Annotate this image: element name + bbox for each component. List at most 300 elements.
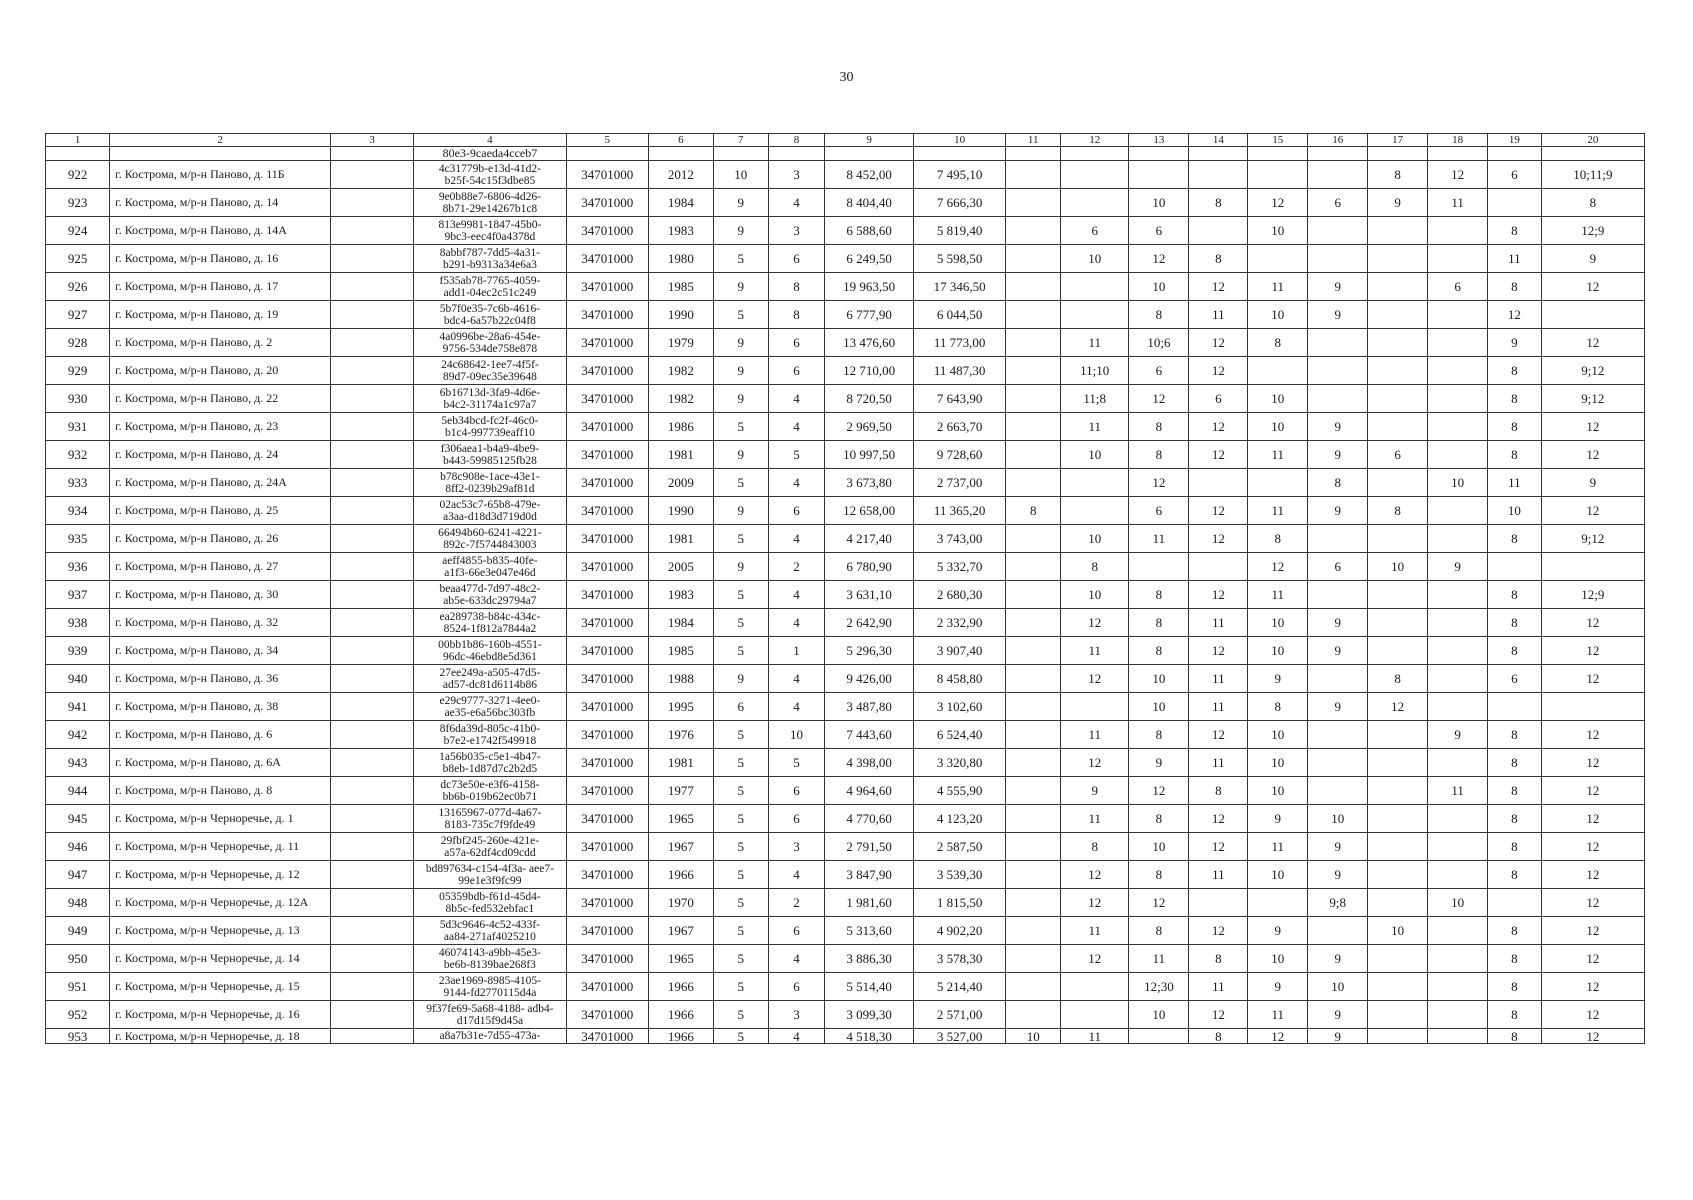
col-13-cell: 10 [1129, 833, 1189, 861]
col-14-cell: 11 [1189, 973, 1248, 1001]
table-row [46, 721, 1645, 749]
row-number: 924 [46, 217, 110, 245]
row-number: 951 [46, 973, 110, 1001]
guid-cell [414, 301, 567, 329]
col-17-cell: 12 [1368, 693, 1428, 721]
col-17-cell [1368, 805, 1428, 833]
col-14-cell: 11 [1189, 609, 1248, 637]
col-20-cell: 8 [1541, 189, 1644, 217]
col-14-cell: 8 [1189, 777, 1248, 805]
col-17-cell [1368, 1001, 1428, 1029]
col-16-cell: 9 [1308, 861, 1368, 889]
total-area-cell: 9 426,00 [825, 665, 913, 693]
guid-part-1: 02ac53c7-65b8-479e- [439, 498, 541, 511]
address-cell: г. Кострома, м/р-н Паново, д. 34 [110, 637, 331, 665]
living-area-cell: 7 495,10 [913, 161, 1006, 189]
address-cell: г. Кострома, м/р-н Черноречье, д. 13 [110, 917, 331, 945]
row-number: 935 [46, 525, 110, 553]
col-12-cell: 10 [1061, 525, 1129, 553]
col-8-cell: 2 [768, 889, 825, 917]
total-area-cell: 4 217,40 [825, 525, 913, 553]
col-18-cell [1428, 973, 1488, 1001]
empty-cell [331, 973, 414, 1001]
col-15-cell [1248, 889, 1308, 917]
living-area-cell: 5 598,50 [913, 245, 1006, 273]
col-12-cell: 10 [1061, 581, 1129, 609]
col-8-cell: 4 [768, 665, 825, 693]
col-20-cell: 12 [1541, 1029, 1644, 1044]
col-8-cell: 4 [768, 525, 825, 553]
col-12-cell: 12 [1061, 945, 1129, 973]
col-11-cell [1006, 721, 1061, 749]
col-11-cell [1006, 301, 1061, 329]
col-7-cell: 5 [713, 1001, 768, 1029]
col-7-cell: 5 [713, 861, 768, 889]
living-area-cell: 2 680,30 [913, 581, 1006, 609]
col-12-cell: 8 [1061, 553, 1129, 581]
oktmo-cell: 34701000 [566, 1001, 648, 1029]
col-18-cell [1428, 637, 1488, 665]
guid-part-2: b8eb-1d87d7c2b2d5 [442, 762, 538, 775]
col-15-cell: 10 [1248, 721, 1308, 749]
col-12-cell [1061, 693, 1129, 721]
col-11-cell [1006, 749, 1061, 777]
col-7-cell: 5 [713, 917, 768, 945]
year-cell: 1981 [648, 441, 713, 469]
year-cell: 1979 [648, 329, 713, 357]
col-7-cell: 5 [713, 1029, 768, 1044]
col-7-cell: 9 [713, 273, 768, 301]
empty-cell [331, 469, 414, 497]
col-14-cell: 12 [1189, 833, 1248, 861]
table-row [46, 357, 1645, 385]
col-19-cell: 10 [1488, 497, 1542, 525]
row-number: 949 [46, 917, 110, 945]
address-cell: г. Кострома, м/р-н Паново, д. 8 [110, 777, 331, 805]
col-13-cell: 11 [1129, 525, 1189, 553]
col-16-cell [1308, 525, 1368, 553]
col-8-cell: 5 [768, 441, 825, 469]
col-19-cell: 8 [1488, 525, 1542, 553]
col-19-cell: 8 [1488, 777, 1542, 805]
col-18-cell [1428, 441, 1488, 469]
guid-part-1: dc73e50e-e3f6-4158- [440, 778, 540, 791]
col-19-cell: 8 [1488, 945, 1542, 973]
guid-part-1: 66494b60-6241-4221- [438, 526, 542, 539]
empty-cell [331, 525, 414, 553]
table-row [46, 1029, 1645, 1044]
col-16-cell: 9 [1308, 497, 1368, 525]
col-17-cell [1368, 945, 1428, 973]
col-12-cell: 12 [1061, 665, 1129, 693]
col-17-cell: 10 [1368, 917, 1428, 945]
empty-cell [1248, 147, 1308, 161]
guid-part-1: 29fbf245-260e-421e- [440, 834, 540, 847]
living-area-cell: 3 578,30 [913, 945, 1006, 973]
col-17-cell: 10 [1368, 553, 1428, 581]
living-area-cell: 4 555,90 [913, 777, 1006, 805]
col-20-cell: 12 [1541, 805, 1644, 833]
col-18-cell: 10 [1428, 469, 1488, 497]
col-19-cell: 8 [1488, 441, 1542, 469]
empty-cell [331, 189, 414, 217]
empty-cell [331, 609, 414, 637]
row-number: 938 [46, 609, 110, 637]
col-14-cell: 12 [1189, 273, 1248, 301]
col-17-cell [1368, 1029, 1428, 1044]
col-13-cell: 12 [1129, 469, 1189, 497]
guid-part-1: 13165967-077d-4a67- [438, 806, 542, 819]
year-cell: 1966 [648, 1029, 713, 1044]
col-17-cell [1368, 329, 1428, 357]
guid-part-1: 9e0b88e7-6806-4d26- [438, 190, 542, 203]
year-cell: 1967 [648, 917, 713, 945]
address-cell: г. Кострома, м/р-н Паново, д. 22 [110, 385, 331, 413]
guid-part-2: 8b71-29e14267b1c8 [442, 202, 538, 215]
total-area-cell: 12 710,00 [825, 357, 913, 385]
col-13-cell: 10;6 [1129, 329, 1189, 357]
year-cell: 1966 [648, 1001, 713, 1029]
col-14-cell: 12 [1189, 497, 1248, 525]
guid-part-2: 8ff2-0239b29af81d [445, 482, 535, 495]
guid-cell [414, 161, 567, 189]
col-15-cell: 10 [1248, 609, 1308, 637]
col-19-cell [1488, 189, 1542, 217]
address-cell: г. Кострома, м/р-н Паново, д. 38 [110, 693, 331, 721]
address-cell: г. Кострома, м/р-н Паново, д. 24А [110, 469, 331, 497]
col-18-cell [1428, 1029, 1488, 1044]
table-row [46, 525, 1645, 553]
total-area-cell: 4 518,30 [825, 1029, 913, 1044]
col-8-cell: 3 [768, 833, 825, 861]
column-number: 3 [331, 134, 414, 147]
guid-part-2: 892c-7f5744843003 [443, 538, 537, 551]
col-16-cell: 9 [1308, 609, 1368, 637]
column-number: 7 [713, 134, 768, 147]
table-row [46, 413, 1645, 441]
column-number: 4 [414, 134, 567, 147]
empty-cell [331, 329, 414, 357]
col-12-cell: 12 [1061, 889, 1129, 917]
col-7-cell: 5 [713, 749, 768, 777]
oktmo-cell: 34701000 [566, 749, 648, 777]
guid-cell [414, 273, 567, 301]
column-number: 20 [1541, 134, 1644, 147]
empty-cell [331, 833, 414, 861]
guid-part-2: d17d15f9d45a [456, 1014, 524, 1027]
year-cell: 1986 [648, 413, 713, 441]
col-15-cell: 10 [1248, 301, 1308, 329]
year-cell: 1984 [648, 189, 713, 217]
col-8-cell: 3 [768, 161, 825, 189]
guid-cell [414, 637, 567, 665]
table-row [46, 889, 1645, 917]
total-area-cell: 8 404,40 [825, 189, 913, 217]
oktmo-cell: 34701000 [566, 973, 648, 1001]
total-area-cell: 3 099,30 [825, 1001, 913, 1029]
col-12-cell: 9 [1061, 777, 1129, 805]
col-18-cell [1428, 609, 1488, 637]
oktmo-cell: 34701000 [566, 693, 648, 721]
col-7-cell: 5 [713, 525, 768, 553]
col-19-cell [1488, 889, 1542, 917]
living-area-cell: 11 773,00 [913, 329, 1006, 357]
year-cell: 1982 [648, 357, 713, 385]
oktmo-cell: 34701000 [566, 245, 648, 273]
year-cell: 1966 [648, 861, 713, 889]
oktmo-cell: 34701000 [566, 581, 648, 609]
guid-cell [414, 329, 567, 357]
guid-cell [414, 245, 567, 273]
col-13-cell: 12 [1129, 889, 1189, 917]
col-11-cell [1006, 833, 1061, 861]
guid-part-1: 46074143-a9bb-45e3- [438, 946, 542, 959]
col-14-cell: 12 [1189, 357, 1248, 385]
col-8-cell: 6 [768, 973, 825, 1001]
oktmo-cell: 34701000 [566, 497, 648, 525]
table-row [46, 665, 1645, 693]
col-13-cell: 9 [1129, 749, 1189, 777]
col-17-cell: 8 [1368, 161, 1428, 189]
col-12-cell: 12 [1061, 609, 1129, 637]
col-13-cell [1129, 553, 1189, 581]
col-14-cell: 11 [1189, 665, 1248, 693]
guid-cell [414, 1001, 567, 1029]
col-11-cell [1006, 861, 1061, 889]
empty-cell [1368, 147, 1428, 161]
col-18-cell [1428, 497, 1488, 525]
col-15-cell: 12 [1248, 189, 1308, 217]
address-cell: г. Кострома, м/р-н Черноречье, д. 1 [110, 805, 331, 833]
col-11-cell: 8 [1006, 497, 1061, 525]
col-13-cell: 12 [1129, 385, 1189, 413]
row-number: 923 [46, 189, 110, 217]
col-17-cell [1368, 749, 1428, 777]
col-16-cell: 9;8 [1308, 889, 1368, 917]
empty-cell [713, 147, 768, 161]
empty-cell [1488, 147, 1542, 161]
col-15-cell: 11 [1248, 1001, 1308, 1029]
col-11-cell [1006, 777, 1061, 805]
guid-part-1: 8abbf787-7dd5-4a31- [439, 246, 541, 259]
col-20-cell: 12 [1541, 497, 1644, 525]
col-7-cell: 6 [713, 693, 768, 721]
oktmo-cell: 34701000 [566, 329, 648, 357]
col-13-cell: 12 [1129, 245, 1189, 273]
col-15-cell: 11 [1248, 273, 1308, 301]
total-area-cell: 13 476,60 [825, 329, 913, 357]
guid-part-2: 9756-534de758e878 [442, 342, 538, 355]
col-16-cell [1308, 245, 1368, 273]
col-12-cell: 11 [1061, 1029, 1129, 1044]
living-area-cell: 6 044,50 [913, 301, 1006, 329]
col-15-cell [1248, 245, 1308, 273]
empty-cell [331, 889, 414, 917]
col-15-cell: 9 [1248, 973, 1308, 1001]
col-15-cell: 8 [1248, 693, 1308, 721]
col-13-cell: 6 [1129, 357, 1189, 385]
col-16-cell: 10 [1308, 973, 1368, 1001]
col-14-cell: 6 [1189, 385, 1248, 413]
row-number: 937 [46, 581, 110, 609]
col-18-cell [1428, 693, 1488, 721]
column-number: 15 [1248, 134, 1308, 147]
table-row [46, 917, 1645, 945]
col-8-cell: 4 [768, 385, 825, 413]
guid-part-1: 4c31779b-e13d-41d2- [438, 162, 542, 175]
col-19-cell: 8 [1488, 609, 1542, 637]
oktmo-cell: 34701000 [566, 777, 648, 805]
col-14-cell [1189, 889, 1248, 917]
year-cell: 1981 [648, 749, 713, 777]
address-cell: г. Кострома, м/р-н Черноречье, д. 11 [110, 833, 331, 861]
col-19-cell [1488, 553, 1542, 581]
col-11-cell [1006, 357, 1061, 385]
empty-cell [331, 217, 414, 245]
col-15-cell: 11 [1248, 497, 1308, 525]
col-20-cell: 9;12 [1541, 357, 1644, 385]
col-17-cell [1368, 973, 1428, 1001]
col-16-cell: 6 [1308, 553, 1368, 581]
column-number-row [46, 134, 1645, 147]
col-7-cell: 5 [713, 413, 768, 441]
oktmo-cell: 34701000 [566, 441, 648, 469]
col-18-cell [1428, 917, 1488, 945]
col-20-cell: 12 [1541, 1001, 1644, 1029]
guid-cell [414, 189, 567, 217]
row-number: 944 [46, 777, 110, 805]
oktmo-cell: 34701000 [566, 945, 648, 973]
col-18-cell [1428, 385, 1488, 413]
table-row [46, 497, 1645, 525]
guid-part-2: b7e2-e1742f549918 [443, 734, 537, 747]
row-number: 942 [46, 721, 110, 749]
col-20-cell: 12 [1541, 917, 1644, 945]
guid-part-2: 89d7-09ec35e39648 [442, 370, 537, 383]
col-18-cell [1428, 945, 1488, 973]
oktmo-cell: 34701000 [566, 189, 648, 217]
col-7-cell: 5 [713, 609, 768, 637]
total-area-cell: 7 443,60 [825, 721, 913, 749]
guid-part-2: ad57-dc81d6114b86 [442, 678, 537, 691]
col-16-cell [1308, 777, 1368, 805]
table-row [46, 245, 1645, 273]
col-19-cell: 8 [1488, 973, 1542, 1001]
living-area-cell: 4 123,20 [913, 805, 1006, 833]
col-7-cell: 9 [713, 385, 768, 413]
oktmo-cell: 34701000 [566, 357, 648, 385]
col-18-cell [1428, 357, 1488, 385]
col-15-cell: 10 [1248, 637, 1308, 665]
address-cell: г. Кострома, м/р-н Паново, д. 36 [110, 665, 331, 693]
col-12-cell: 11 [1061, 413, 1129, 441]
col-20-cell: 10;11;9 [1541, 161, 1644, 189]
living-area-cell: 11 365,20 [913, 497, 1006, 525]
guid-part-2: 99e1e3f9fc99 [458, 874, 522, 887]
table-row [46, 469, 1645, 497]
col-20-cell: 12 [1541, 273, 1644, 301]
empty-cell [331, 301, 414, 329]
col-20-cell: 12 [1541, 441, 1644, 469]
empty-cell [331, 161, 414, 189]
col-17-cell [1368, 385, 1428, 413]
table-row [46, 581, 1645, 609]
col-18-cell [1428, 833, 1488, 861]
oktmo-cell: 34701000 [566, 301, 648, 329]
col-16-cell [1308, 917, 1368, 945]
col-19-cell: 8 [1488, 217, 1542, 245]
col-7-cell: 5 [713, 245, 768, 273]
guid-part-2: aa84-271af4025210 [443, 930, 536, 943]
guid-cell [414, 805, 567, 833]
guid-cell [414, 917, 567, 945]
col-13-cell: 8 [1129, 805, 1189, 833]
col-19-cell: 8 [1488, 357, 1542, 385]
col-7-cell: 9 [713, 441, 768, 469]
year-cell: 1995 [648, 693, 713, 721]
col-11-cell [1006, 1001, 1061, 1029]
col-14-cell: 8 [1189, 945, 1248, 973]
col-13-cell: 10 [1129, 1001, 1189, 1029]
column-number: 6 [648, 134, 713, 147]
col-13-cell: 12;30 [1129, 973, 1189, 1001]
col-20-cell: 9 [1541, 469, 1644, 497]
year-cell: 1988 [648, 665, 713, 693]
col-17-cell [1368, 721, 1428, 749]
guid-cell [414, 609, 567, 637]
col-20-cell: 12 [1541, 637, 1644, 665]
guid-part-2: bdc4-6a57b22c04f8 [443, 314, 536, 327]
year-cell: 1983 [648, 581, 713, 609]
col-15-cell: 12 [1248, 1029, 1308, 1044]
col-20-cell: 12 [1541, 889, 1644, 917]
col-12-cell: 11 [1061, 329, 1129, 357]
continuation-row [46, 147, 1645, 161]
row-number: 925 [46, 245, 110, 273]
col-13-cell: 11 [1129, 945, 1189, 973]
col-11-cell [1006, 665, 1061, 693]
col-15-cell: 10 [1248, 945, 1308, 973]
living-area-cell: 6 524,40 [913, 721, 1006, 749]
address-cell: г. Кострома, м/р-н Паново, д. 27 [110, 553, 331, 581]
total-area-cell: 5 313,60 [825, 917, 913, 945]
empty-cell [331, 357, 414, 385]
column-number: 8 [768, 134, 825, 147]
col-16-cell [1308, 665, 1368, 693]
col-17-cell [1368, 217, 1428, 245]
col-7-cell: 9 [713, 497, 768, 525]
empty-cell [331, 273, 414, 301]
row-number: 936 [46, 553, 110, 581]
col-12-cell: 10 [1061, 245, 1129, 273]
col-13-cell: 10 [1129, 665, 1189, 693]
row-number: 931 [46, 413, 110, 441]
col-17-cell [1368, 469, 1428, 497]
col-18-cell [1428, 301, 1488, 329]
guid-cell [414, 861, 567, 889]
column-number: 2 [110, 134, 331, 147]
col-13-cell: 8 [1129, 917, 1189, 945]
col-18-cell: 9 [1428, 553, 1488, 581]
col-16-cell: 9 [1308, 637, 1368, 665]
col-17-cell [1368, 581, 1428, 609]
col-8-cell: 6 [768, 329, 825, 357]
table-row [46, 301, 1645, 329]
col-8-cell: 4 [768, 945, 825, 973]
empty-cell [331, 1029, 414, 1044]
row-number: 929 [46, 357, 110, 385]
empty-cell [1541, 147, 1644, 161]
